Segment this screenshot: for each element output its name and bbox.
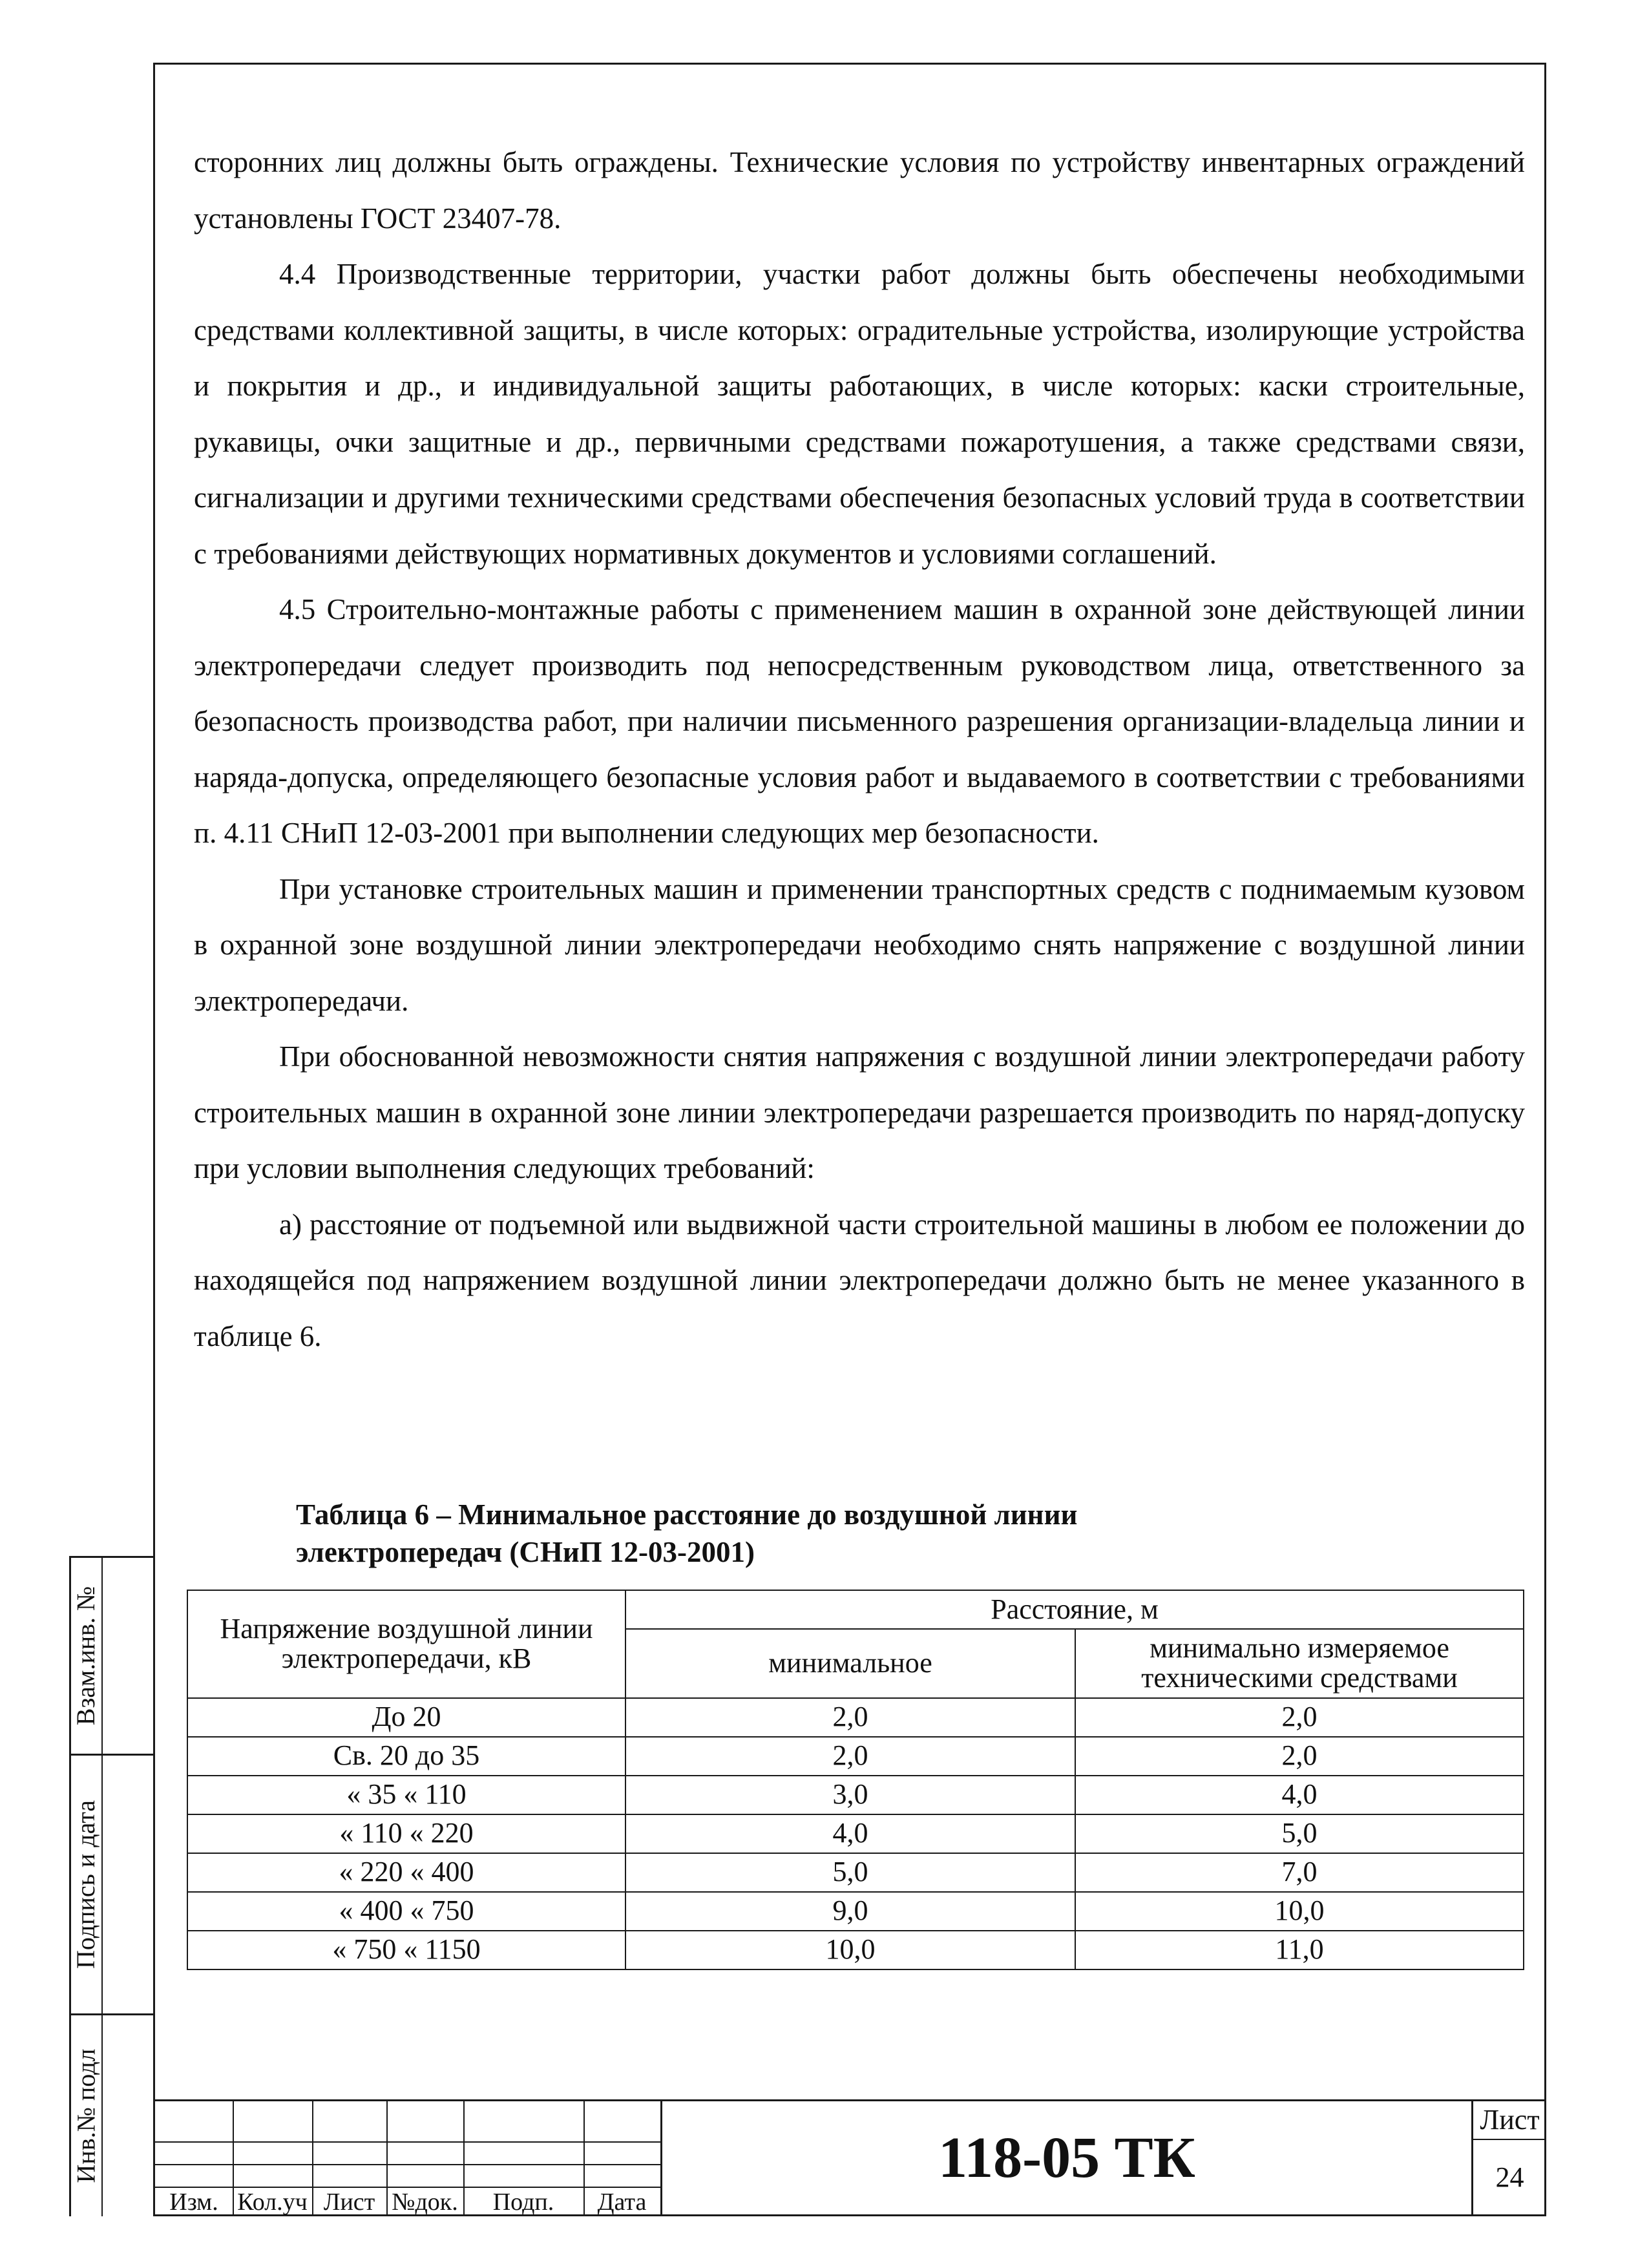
cell-voltage: « 220 « 400 <box>187 1853 625 1892</box>
cell-voltage: « 750 « 1150 <box>187 1931 625 1969</box>
side-stamp-divider <box>101 1558 103 2216</box>
header-minimal: минимальное <box>625 1629 1075 1697</box>
cell-minimal: 2,0 <box>625 1737 1075 1776</box>
signature-date-label: Подпись и дата <box>71 1800 101 1969</box>
replaced-inv-label: Взам.инв. № <box>71 1586 101 1726</box>
paragraph: 4.5 Строительно-монтажные работы с применением машин в охранной зоне действующей линии электропередачи следует производить под непосредственным руководством лица, ответственного за безопасность производства работ, при наличии письменного разрешения организации-владельца линии и наряда-допуска, определяющего безопасные условия работ и выдаваемого в соответствии с требованиями п. 4.11 СНиП 12-03-2001 при выполнении следующих мер безопасности. <box>194 593 1525 849</box>
paragraph: 4.4 Производственные территории, участки работ должны быть обеспечены необходимыми средствами коллективной защиты, в числе которых: оградительные устройства, изолирующие устройства и покрытия и др., и индивидуальной защиты работающих, в числе которых: каски строительные, рукавицы, очки защитные и др., первичными средствами пожаротушения, а также средствами связи, сигнализации и другими техническими средствами обеспечения безопасных условий труда в соответствии с требованиями действующих нормативных документов и условиями соглашений. <box>194 258 1525 570</box>
cell-minimal-measured: 7,0 <box>1075 1853 1524 1892</box>
cell-minimal-measured: 2,0 <box>1075 1698 1524 1737</box>
side-stamp <box>69 1556 155 2216</box>
cell-minimal: 3,0 <box>625 1776 1075 1814</box>
cell-minimal-measured: 4,0 <box>1075 1776 1524 1814</box>
distance-table <box>187 1590 1524 1970</box>
header-voltage: Напряжение воздушной линии электропередачи, кВ <box>187 1590 625 1698</box>
table-row <box>187 1853 1524 1892</box>
cell-minimal: 5,0 <box>625 1853 1075 1892</box>
list-label: Лист <box>323 2189 375 2216</box>
inv-original-label: Инв.№ подл <box>71 2048 101 2183</box>
sheet-number: 24 <box>1495 2161 1524 2193</box>
cell-minimal: 10,0 <box>625 1931 1075 1969</box>
table-row <box>187 1776 1524 1814</box>
data-label: Дата <box>597 2189 647 2216</box>
sheet-box <box>1471 2099 1546 2214</box>
sheet-label: Лист <box>1473 2101 1546 2140</box>
table-row <box>187 1892 1524 1931</box>
cell-minimal-measured: 11,0 <box>1075 1931 1524 1969</box>
cell-minimal: 9,0 <box>625 1892 1075 1931</box>
header-minimal-measured: минимально измеряемое техническими средствами <box>1075 1629 1524 1697</box>
title-block-grid <box>155 2099 660 2216</box>
table-title-line: Таблица 6 – Минимальное расстояние до воздушной линии <box>296 1498 1078 1531</box>
cell-minimal-measured: 10,0 <box>1075 1892 1524 1931</box>
cell-voltage: « 400 « 750 <box>187 1892 625 1931</box>
table-row <box>187 1931 1524 1969</box>
table-row <box>187 1737 1524 1776</box>
cell-voltage: Св. 20 до 35 <box>187 1737 625 1776</box>
paragraph: При обоснованной невозможности снятия напряжения с воздушной линии электропередачи работу строительных машин в охранной зоне линии электропередачи разрешается производить по наряд-допуску при условии выполнения следующих требований: <box>194 1040 1525 1184</box>
cell-voltage: До 20 <box>187 1698 625 1737</box>
kol-uch-label: Кол.уч <box>237 2189 308 2216</box>
document-code: 118-05 ТК <box>660 2099 1471 2214</box>
cell-minimal-measured: 2,0 <box>1075 1737 1524 1776</box>
header-distance: Расстояние, м <box>625 1590 1524 1629</box>
cell-minimal: 4,0 <box>625 1814 1075 1853</box>
izm-label: Изм. <box>169 2189 218 2216</box>
table-row <box>187 1698 1524 1737</box>
ndok-label: №док. <box>392 2189 458 2216</box>
cell-voltage: « 35 « 110 <box>187 1776 625 1814</box>
cell-minimal: 2,0 <box>625 1698 1075 1737</box>
paragraph: сторонних лиц должны быть ограждены. Технические условия по устройству инвентарных ограждений установлены ГОСТ 23407-78. <box>194 146 1525 235</box>
cell-minimal-measured: 5,0 <box>1075 1814 1524 1853</box>
body-text <box>194 134 1525 1364</box>
paragraph: При установке строительных машин и применении транспортных средств с поднимаемым кузовом в охранной зоне воздушной линии электропередачи необходимо снять напряжение с воздушной линии электропередачи. <box>194 872 1525 1017</box>
podp-label: Подп. <box>492 2189 554 2216</box>
table-title <box>296 1496 1077 1571</box>
table-title-line: электропередач (СНиП 12-03-2001) <box>296 1536 755 1568</box>
table-body <box>187 1698 1524 1969</box>
paragraph: а) расстояние от подъемной или выдвижной части строительной машины в любом ее положении до находящейся под напряжением воздушной линии электропередачи должно быть не менее указанного в таблице 6. <box>194 1208 1525 1352</box>
table-row <box>187 1814 1524 1853</box>
cell-voltage: « 110 « 220 <box>187 1814 625 1853</box>
